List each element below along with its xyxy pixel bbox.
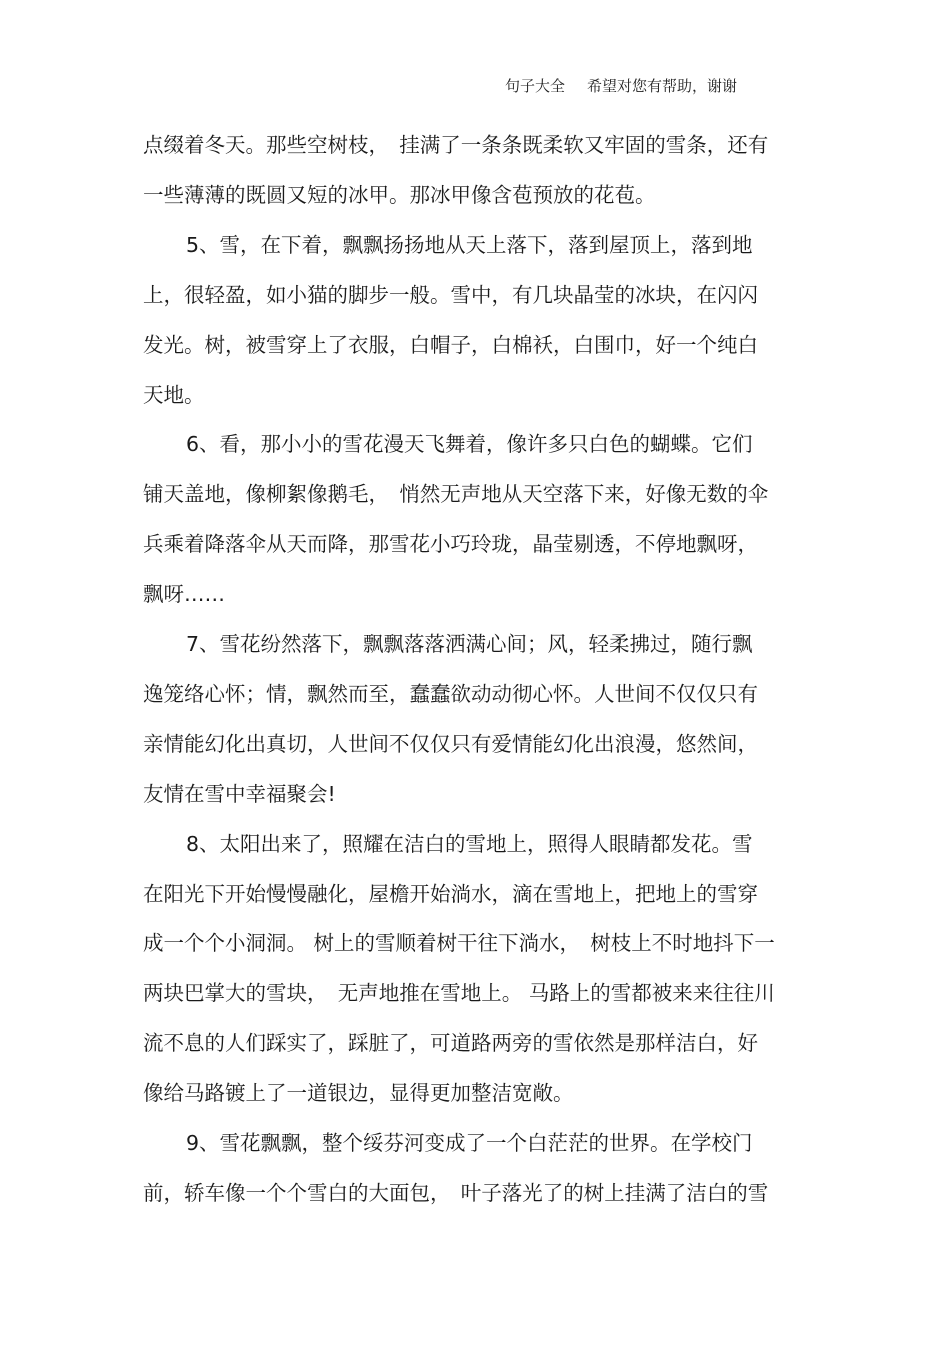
text-line: 5、雪，在下着，飘飘扬扬地从天上落下，落到屋顶上，落到地 xyxy=(186,232,753,257)
text-line: 亲情能幻化出真切，人世间不仅仅只有爱情能幻化出浪漫，悠然间， xyxy=(143,731,758,756)
text-line: 成一个个小洞洞。 树上的雪顺着树干往下淌水， 树枝上不时地抖下一 xyxy=(143,931,775,956)
text-line: 流不息的人们踩实了，踩脏了，可道路两旁的雪依然是那样洁白，好 xyxy=(143,1031,758,1056)
text-line: 上，很轻盈，如小猫的脚步一般。雪中，有几块晶莹的冰块，在闪闪 xyxy=(143,282,758,307)
text-line: 8、太阳出来了，照耀在洁白的雪地上，照得人眼睛都发花。雪 xyxy=(186,831,753,856)
text-line: 两块巴掌大的雪块， 无声地推在雪地上。 马路上的雪都被来来往往川 xyxy=(143,981,775,1006)
text-line: 友情在雪中幸福聚会! xyxy=(143,781,336,806)
text-line: 飘呀…… xyxy=(143,582,225,607)
page-header xyxy=(505,75,737,96)
text-line: 逸笼络心怀；情，飘然而至，蠢蠢欲动动彻心怀。人世间不仅仅只有 xyxy=(143,681,758,706)
text-line: 9、雪花飘飘，整个绥芬河变成了一个白茫茫的世界。在学校门 xyxy=(186,1131,753,1155)
text-line: 前，轿车像一个个雪白的大面包， 叶子落光了的树上挂满了洁白的雪 xyxy=(143,1180,769,1205)
text-line: 天地。 xyxy=(143,382,205,407)
text-line: 发光。树，被雪穿上了衣服，白帽子，白棉袄，白围巾，好一个纯白 xyxy=(143,332,758,357)
text-line: 一些薄薄的既圆又短的冰甲。那冰甲像含苞预放的花苞。 xyxy=(143,182,656,207)
text-line: 铺天盖地，像柳絮像鹅毛， 悄然无声地从天空落下来，好像无数的伞 xyxy=(143,482,769,507)
text-line: 在阳光下开始慢慢融化，屋檐开始淌水，滴在雪地上，把地上的雪穿 xyxy=(143,881,758,906)
text-line: 6、看，那小小的雪花漫天飞舞着，像许多只白色的蝴蝶。它们 xyxy=(186,432,753,457)
text-line: 像给马路镀上了一道银边，显得更加整洁宽敞。 xyxy=(143,1081,574,1106)
text-line: 点缀着冬天。那些空树枝， 挂满了一条条既柔软又牢固的雪条，还有 xyxy=(143,133,769,157)
header-left-text: 句子大全 xyxy=(505,77,566,95)
text-line: 兵乘着降落伞从天而降，那雪花小巧玲珑，晶莹剔透，不停地飘呀， xyxy=(143,532,758,557)
header-right-text: 希望对您有帮助，谢谢 xyxy=(587,77,738,95)
text-line: 7、雪花纷然落下，飘飘落落洒满心间；风，轻柔拂过，随行飘 xyxy=(186,632,753,656)
